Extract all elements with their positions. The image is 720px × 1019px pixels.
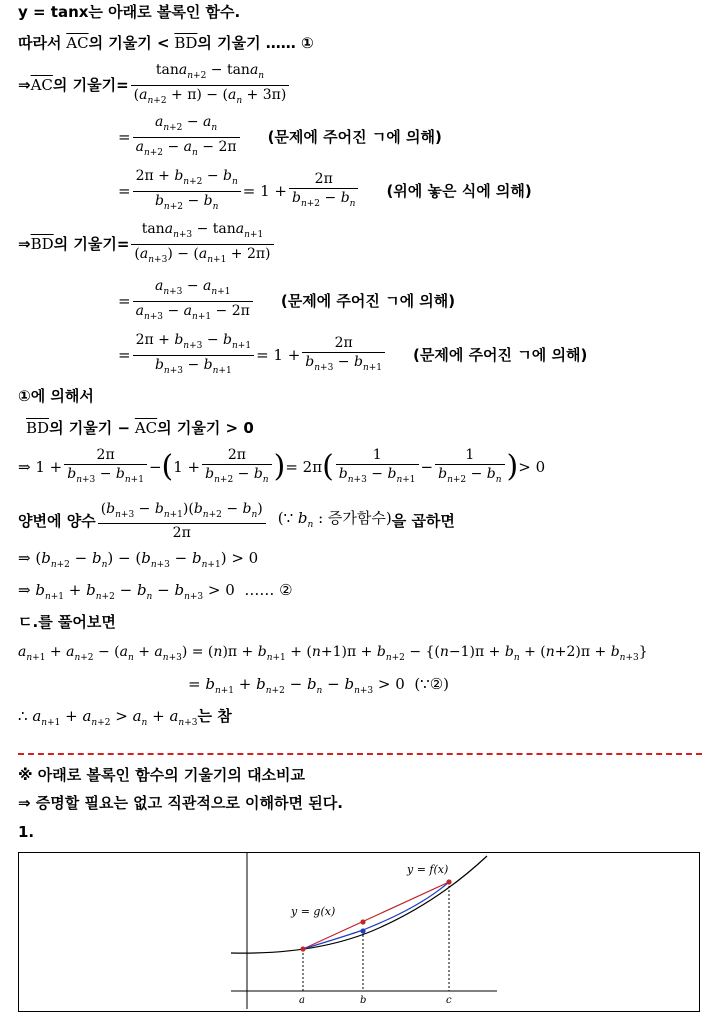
line-convex-statement bbox=[18, 2, 240, 22]
note-given-rule: (문제에 주어진 ㄱ에 의해) bbox=[413, 346, 588, 364]
line-ac-slope: ⇒ $\overline{AC}$ 의 기울기= $\frac{\tan a_{n+2} - \tan a_n}{(a_{n+2} + \pi) - (a_n + 3\pi)}$ bbox=[18, 64, 291, 106]
bd-step2-fraction: $\frac{a_{n+3} - a_{n+1}}{a_{n+3} - a_{n+1} - 2\pi}$ bbox=[133, 277, 253, 326]
line-expand-sum: $a_{n+1} + a_{n+2} - (a_n + a_{n+3}) = (n)\pi + b_{n+1} + (n+1)\pi + b_{n+2} - \{(n-1)\pi + b_n + (n+2)\pi + b_{n+3}\}$ bbox=[18, 644, 648, 663]
multiply-positive-text: 양변에 양수 bbox=[18, 512, 96, 530]
solve-c-text: ㄷ.를 풀어보면 bbox=[18, 613, 116, 631]
note-given-rule: (문제에 주어진 ㄱ에 의해) bbox=[280, 292, 456, 310]
line-slope-inequality bbox=[18, 33, 314, 53]
red-dashed-divider bbox=[18, 753, 702, 755]
note-above-formula: (위에 놓은 식에 의해) bbox=[386, 182, 532, 200]
ac-slope-fraction bbox=[131, 61, 290, 110]
segment-ac: $\overline{AC}$ bbox=[66, 34, 89, 52]
segment-ac: $\overline{AC}$ bbox=[134, 419, 158, 437]
ac-step3-fraction2: $\frac{2\pi}{b_{n+2} - b_n}$ bbox=[289, 170, 358, 213]
slope-eq-label: 의 기울기= bbox=[53, 235, 130, 253]
slope-label-eq1: 의 기울기 …… ① bbox=[197, 34, 314, 52]
equals-one-plus: = 1 + bbox=[242, 182, 287, 200]
fraction-numerator: tana$_{n+2}$ − tana$_n$ bbox=[155, 61, 265, 81]
line-bd-step2: = $\frac{a_{n+3} - a_{n+1}}{a_{n+3} - a_{n+1} - 2\pi}$ (문제에 주어진 ㄱ에 의해) bbox=[118, 280, 455, 322]
line-multiply-positive: 양변에 양수 $\frac{(b_{n+3} - b_{n+1})(b_{n+2} - b_n)}{2\pi}$ (∵ $b_n$ : 증가함수) 을 곱하면 bbox=[18, 500, 455, 542]
segment-bd: $\overline{BD}$ bbox=[30, 235, 54, 253]
note-title-text: ※ 아래로 볼록인 함수의 기울기의 대소비교 bbox=[18, 766, 306, 784]
line-solve-c bbox=[18, 612, 116, 632]
bd-slope-fraction: $\frac{\tan a_{n+3} - \tan a_{n+1}}{(a_{n+3}) - (a_{n+1} + 2\pi)}$ bbox=[131, 220, 273, 269]
point-b-blue bbox=[360, 928, 365, 933]
segment-bd: $\overline{BD}$ bbox=[26, 419, 50, 437]
bd-step3-fraction2: $\frac{2\pi}{b_{n+3} - b_{n+1}}$ bbox=[302, 334, 385, 377]
line-bd-step3: = $\frac{2\pi + b_{n+3} - b_{n+1}}{b_{n+3} - b_{n+1}}$ = 1 + $\frac{2\pi}{b_{n+3} - b_{n+1}}$ (문제에 주어진 ㄱ에 의해) bbox=[118, 334, 587, 376]
line-conclusion: ∴ $a_{n+1} + a_{n+2} > a_n + a_{n+3}$는 참 bbox=[18, 707, 232, 728]
line-note-sub bbox=[18, 793, 343, 813]
fraction-denominator: $(a_{n+2} + \pi) - (a_n + 3\pi)$ bbox=[131, 85, 290, 110]
true-text: 는 참 bbox=[197, 707, 232, 725]
bd-step3-fraction: $\frac{2\pi + b_{n+3} - b_{n+1}}{b_{n+3} - b_{n+1}}$ bbox=[133, 331, 254, 380]
line-inequality-2: ⇒ $b_{n+1} + b_{n+2} - b_n - b_{n+3} > 0$ …… ② bbox=[18, 581, 293, 602]
note-sub-text: ⇒ 증명할 필요는 없고 직관적으로 이해하면 된다. bbox=[18, 794, 343, 812]
note-given-rule: (문제에 주어진 ㄱ에 의해) bbox=[267, 128, 442, 146]
tick-c: c bbox=[446, 995, 452, 1006]
by-eq1-text: ①에 의해서 bbox=[18, 387, 94, 405]
convex-function-figure bbox=[18, 852, 700, 1012]
line-note-number bbox=[18, 822, 34, 842]
tick-b: b bbox=[360, 995, 367, 1006]
point-b-red bbox=[360, 919, 365, 924]
therefore-text: 따라서 bbox=[18, 34, 62, 52]
segment-ac: $\overline{AC}$ bbox=[30, 76, 53, 94]
convex-statement-text: y = tanx는 아래로 볼록인 함수. bbox=[18, 3, 241, 21]
line-by-eq1 bbox=[18, 386, 94, 406]
line-bd-slope: ⇒ $\overline{BD}$ 의 기울기= $\frac{\tan a_{n+3} - \tan a_{n+1}}{(a_{n+3}) - (a_{n+1} + 2\pi)}$ bbox=[18, 223, 276, 265]
slope-minus: 의 기울기 − bbox=[49, 419, 131, 437]
slope-gt-zero: 의 기울기 > 0 bbox=[157, 419, 254, 437]
label-g: y = g(x) bbox=[291, 905, 336, 918]
tick-a: a bbox=[299, 995, 305, 1006]
ac-step3-fraction: $\frac{2\pi + b_{n+2} - b_n}{b_{n+2} - b_n}$ bbox=[133, 167, 241, 216]
point-a bbox=[300, 946, 305, 951]
line-simplify: = $b_{n+1} + b_{n+2} - b_n - b_{n+3} > 0$ (∵②) bbox=[188, 675, 450, 696]
line-ac-step2: = $\frac{a_{n+2} - a_n}{a_{n+2} - a_n - 2\pi}$ (문제에 주어진 ㄱ에 의해) bbox=[118, 116, 442, 158]
line-slope-difference bbox=[26, 418, 254, 438]
line-note-title bbox=[18, 765, 305, 785]
line-ac-step3: = $\frac{2\pi + b_{n+2} - b_n}{b_{n+2} - b_n}$ = 1 + $\frac{2\pi}{b_{n+2} - b_n}$ (위에 놓은 식에 의해) bbox=[118, 170, 532, 212]
slope-label: 의 기울기 < bbox=[88, 34, 170, 52]
multiply-text: 을 곱하면 bbox=[391, 512, 455, 530]
figure-svg bbox=[19, 853, 699, 1011]
label-f: y = f(x) bbox=[407, 863, 449, 876]
segment-bd: $\overline{BD}$ bbox=[174, 34, 198, 52]
line-inequality-1: ⇒ $(b_{n+2} - b_n) - (b_{n+3} - b_{n+1}) > 0$ bbox=[18, 549, 259, 570]
slope-eq-label: 의 기울기= bbox=[52, 76, 129, 94]
point-c bbox=[446, 879, 451, 884]
note-number-text: 1. bbox=[18, 823, 35, 841]
ac-step2-fraction: $\frac{a_{n+2} - a_n}{a_{n+2} - a_n - 2\pi}$ bbox=[133, 113, 240, 162]
equals-one-plus: = 1 + bbox=[256, 346, 301, 364]
line-difference-expanded: ⇒ 1 + $\frac{2\pi}{b_{n+3} - b_{n+1}}$ − ( 1 + $\frac{2\pi}{b_{n+2} - b_n}$ ) = 2π ( $\frac{1}{b_{n+3} - b_{n+1}}$ − $\frac{1}{b_{n+2} - b_n}$ ) > 0 bbox=[18, 444, 545, 490]
positive-factor-fraction: $\frac{(b_{n+3} - b_{n+1})(b_{n+2} - b_n)}{2\pi}$ bbox=[98, 500, 266, 543]
